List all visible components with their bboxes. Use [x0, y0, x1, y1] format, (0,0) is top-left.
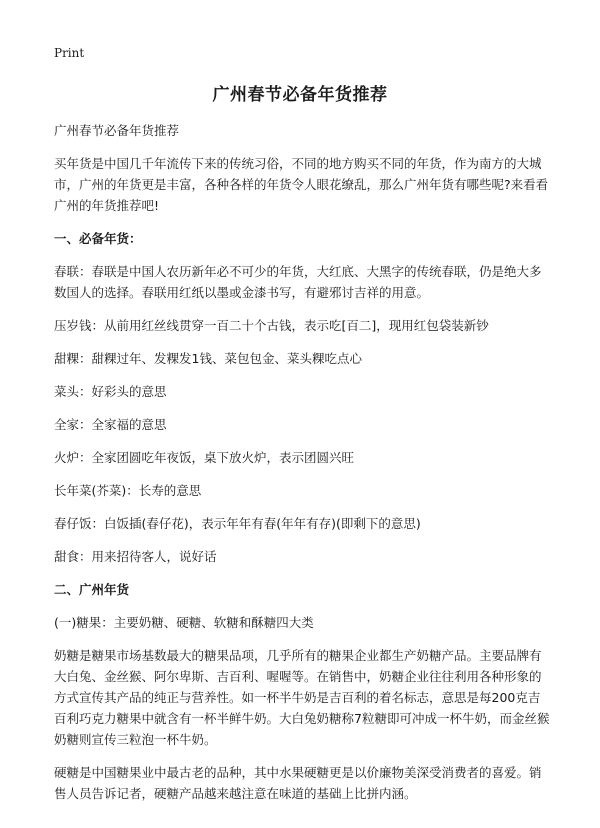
- list-item: 菜头：好彩头的意思: [54, 384, 167, 399]
- list-item: 甜食：用来招待客人，说好话: [54, 549, 217, 564]
- page-title: 广州春节必备年货推荐: [212, 85, 388, 105]
- list-item: 春联：春联是中国人农历新年必不可少的年货，大红底、大黑字的传统春联，仍是绝大多数国人的选择。春联用红纸以墨或金漆书写，有避邪讨吉祥的用意。: [54, 264, 542, 300]
- list-item: 长年菜(芥菜)：长寿的意思: [54, 483, 202, 498]
- article-subtitle: 广州春节必备年货推荐: [54, 123, 180, 138]
- paragraph: 硬糖是中国糖果业中最古老的品种，其中水果硬糖更是以价廉物美深受消费者的喜爱。销售人员告诉记者，硬糖产品越来越注意在味道的基础上比拼内涵。: [54, 765, 542, 801]
- section-heading-essentials: 一、必备年货：: [54, 231, 142, 246]
- article-body: [54, 120, 550, 816]
- list-item: 全家：全家福的意思: [54, 417, 167, 432]
- section-heading-guangzhou: 二、广州年货: [54, 582, 130, 597]
- subsection-heading-candy: (一)糖果：主要奶糖、硬糖、软糖和酥糖四大类: [54, 615, 314, 630]
- list-item: 火炉：全家团圆吃年夜饭，桌下放火炉，表示团圆兴旺: [54, 450, 355, 465]
- list-item: 春仔饭：白饭插(春仔花)，表示年年有春(年年有存)(即剩下的意思): [54, 516, 421, 531]
- intro-paragraph: 买年货是中国几千年流传下来的传统习俗，不同的地方购买不同的年货，作为南方的大城市，广州的年货更是丰富，各种各样的年货令人眼花缭乱，那么广州年货有哪些呢?来看看广州的年货推荐吧!: [54, 156, 549, 213]
- list-item: 甜粿：甜粿过年、发粿发1钱、菜包包金、菜头粿吃点心: [54, 351, 362, 366]
- print-link[interactable]: Print: [54, 46, 85, 60]
- paragraph: 奶糖是糖果市场基数最大的糖果品项，几乎所有的糖果企业都生产奶糖产品。主要品牌有大白兔、金丝猴、阿尔卑斯、吉百利、喔喔等。在销售中，奶糖企业往往利用各种形象的方式宣传其产品的纯正与营养性。如一杯半牛奶是吉百利的着名标志，意思是每200克吉百利巧克力糖果中就含有一杯半鲜牛奶。大白兔奶糖称7粒糖即可冲成一杯牛奶，而金丝猴奶糖则宣传三粒泡一杯牛奶。: [54, 648, 550, 747]
- list-item: 压岁钱：从前用红丝线贯穿一百二十个古钱，表示吃[百二]，现用红包袋装新钞: [54, 318, 489, 333]
